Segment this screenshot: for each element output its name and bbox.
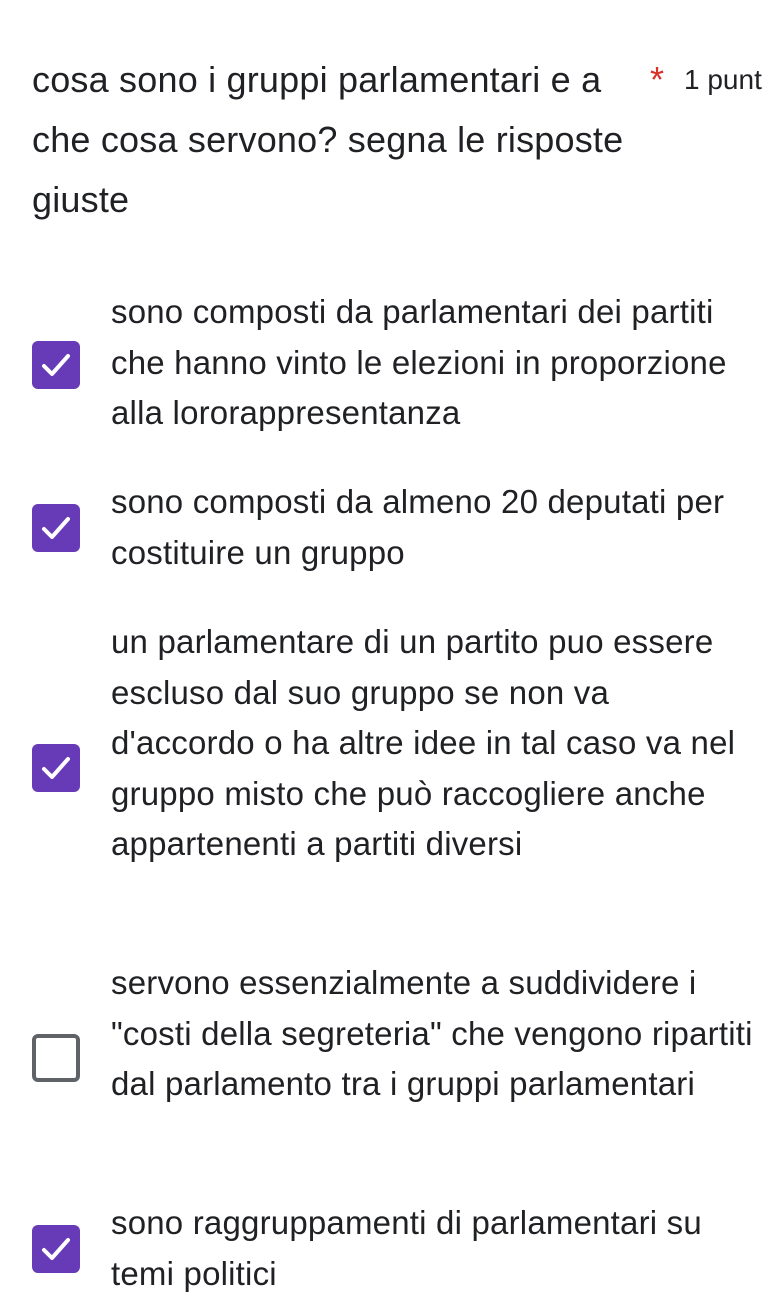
checkbox[interactable]	[32, 1225, 80, 1273]
checkmark-icon	[32, 1225, 80, 1273]
checkbox[interactable]	[32, 341, 80, 389]
required-marker: *	[650, 59, 665, 100]
checkbox[interactable]	[32, 744, 80, 792]
points-label: 1 punt	[684, 64, 762, 95]
option-label: sono raggruppamenti di parlamentari su temi politici	[111, 1204, 702, 1292]
checkmark-icon	[32, 341, 80, 389]
checkmark-icon	[32, 504, 80, 552]
option-label: sono composti da parlamentari dei partiti che hanno vinto le elezioni in proporzione alla lororappresentanza	[111, 293, 727, 431]
checkbox[interactable]	[32, 1034, 80, 1082]
option-label: sono composti da almeno 20 deputati per costituire un gruppo	[111, 483, 725, 571]
checkbox[interactable]	[32, 504, 80, 552]
checkmark-icon	[32, 744, 80, 792]
question-title: cosa sono i gruppi parlamentari e a che cosa servono? segna le risposte giuste	[32, 59, 624, 220]
option-label: un parlamentare di un partito puo essere escluso dal suo gruppo se non va d'accordo o ha altre idee in tal caso va nel gruppo misto che può raccogliere anche appartenenti a partiti diversi	[111, 623, 736, 862]
option-label: servono essenzialmente a suddividere i "costi della segreteria" che vengono ripartiti dal parlamento tra i gruppi parlamentari	[111, 964, 753, 1102]
